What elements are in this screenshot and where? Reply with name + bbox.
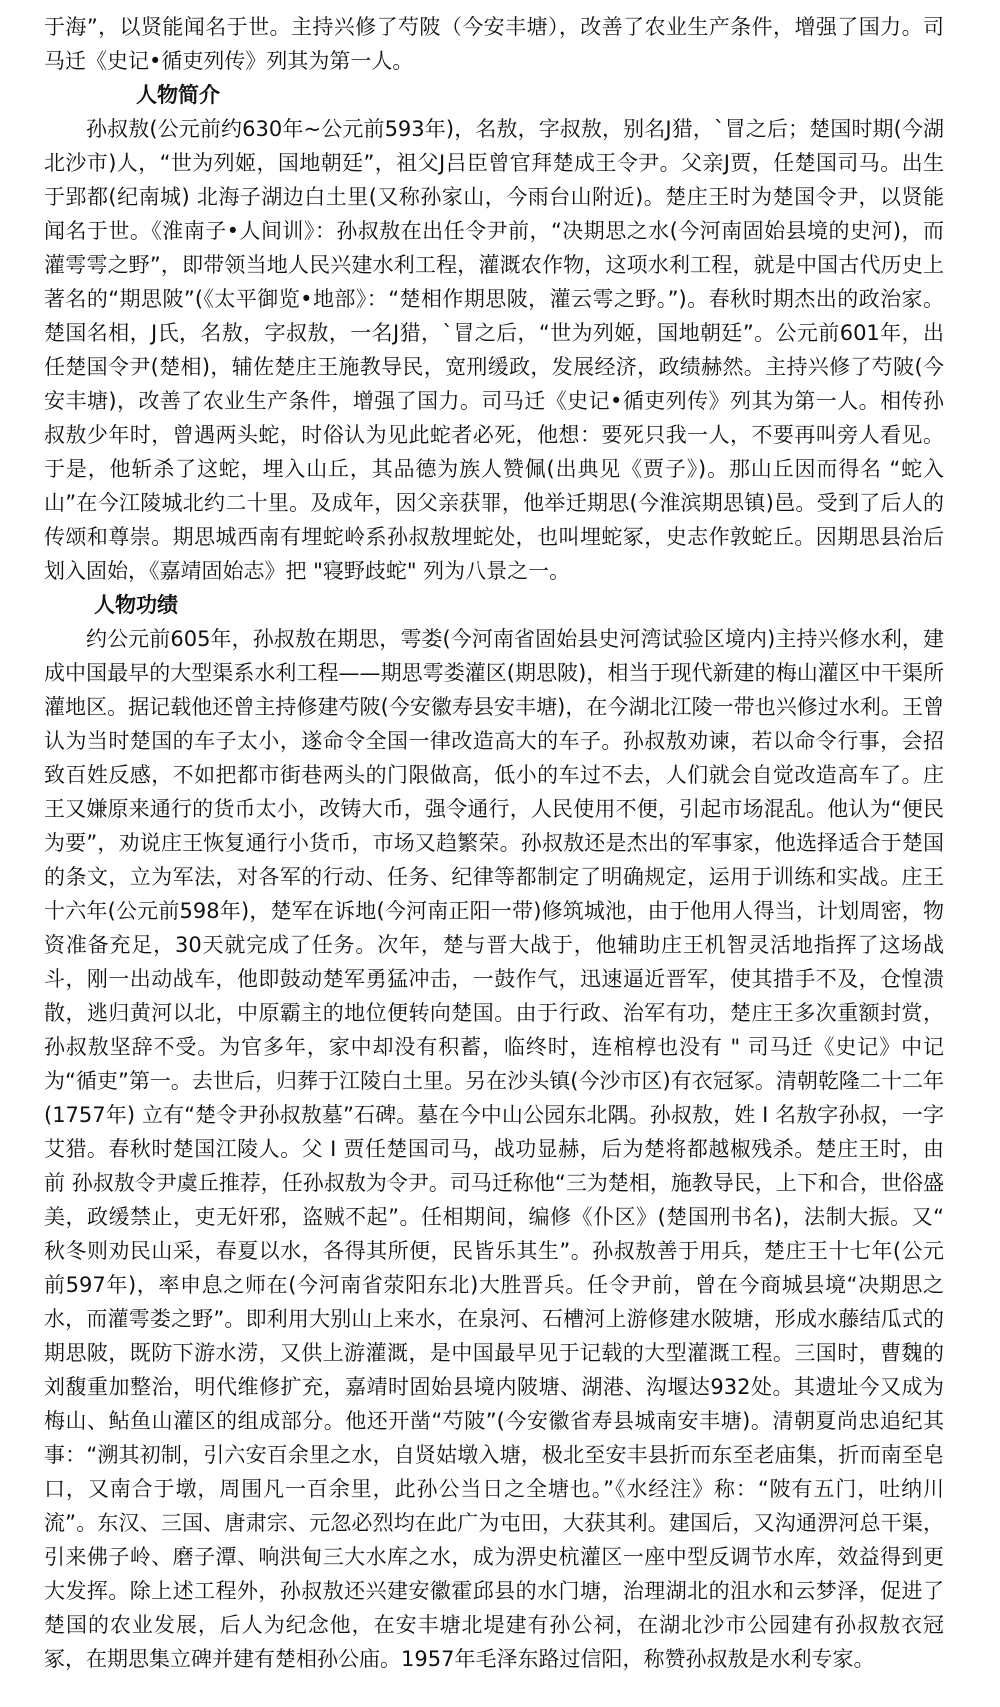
opening-paragraph: 于海”，以贤能闻名于世。主持兴修了芍陂（今安丰塘），改善了农业生产条件，增强了国力。司马迁《史记•循吏列传》列其为第一人。 (44, 15, 944, 73)
achievements-paragraph: 约公元前605年，孙叔敖在期思，雩娄(今河南省固始县史河湾试验区境内)主持兴修水利，建成中国最早的大型渠系水利工程——期思雩娄灌区(期思陂)，相当于现代新建的梅山灌区中干渠所灌地区。据记载他还曾主持修建芍陂(今安徽寿县安丰塘)，在今湖北江陵一带也兴修过水利。王曾认为当时楚国的车子太小，遂命令全国一律改造高大的车子。孙叔敖劝谏，若以命令行事，会招致百姓反感，不如把都市街巷两头的门限做高，低小的车过不去，人们就会自觉改造高车了。庄王又嫌原来通行的货币太小，改铸大币，强令通行，人民使用不便，引起市场混乱。他认为“便民为要”，劝说庄王恢复通行小货币，市场又趋繁荣。孙叔敖还是杰出的军事家，他选择适合于楚国的条文，立为军法，对各军的行动、任务、纪律等都制定了明确规定，运用于训练和实战。庄王十六年(公元前598年)，楚军在诉地(今河南正阳一带)修筑城池，由于他用人得当，计划周密，物资准备充足，30天就完成了任务。次年，楚与晋大战于，他辅助庄王机智灵活地指挥了这场战斗，刚一出动战车，他即鼓动楚军勇猛冲击，一鼓作气，迅速逼近晋军，使其措手不及，仓惶溃散，逃归黄河以北，中原霸主的地位便转向楚国。由于行政、治军有功，楚庄王多次重额封赏，孙叔敖坚辞不受。为官多年，家中却没有积蓄，临终时，连棺椁也没有 " 司马迁《史记》中记为“循吏”第一。去世后，归葬于江陵白土里。另在沙头镇(今沙市区)有衣冠冢。清朝乾隆二十二年(1757年) 立有“楚令尹孙叔敖墓”石碑。墓在今中山公园东北隅。孙叔敖，姓 I 名敖字孙叔，一字艾猎。春秋时楚国江陵人。父 I 贾任楚国司马，战功显赫，后为楚将都越椒残杀。楚庄王时，由前 孙叔敖令尹虞丘推荐，任孙叔敖为令尹。司马迁称他“三为楚相，施教导民，上下和合，世俗盛美，政缓禁止，吏无奸邪，盗贼不起”。任相期间，编修《仆区》(楚国刑书名)，法制大振。又“ 秋冬则劝民山采，春夏以水，各得其所便，民皆乐其生”。孙叔敖善于用兵，楚庄王十七年(公元前597年)，率申息之师在(今河南省荥阳东北)大胜晋兵。任令尹前，曾在今商城县境“决期思之水，而灌雩娄之野”。即利用大别山上来水，在泉河、石槽河上游修建水陂塘，形成水藤结瓜式的期思陂，既防下游水涝，又供上游灌溉，是中国最早见于记载的大型灌溉工程。三国时，曹魏的刘馥重加整治，明代维修扩充，嘉靖时固始县境内陂塘、湖港、沟堰达932处。其遗址今又成为梅山、鲇鱼山灌区的组成部分。他还开凿“芍陂”(今安徽省寿县城南安丰塘)。清朝夏尚忠追纪其事：“溯其初制，引六安百余里之水，自贤姑墩入塘，极北至安丰县折而东至老庙集，折而南至皂口，又南合于墩，周围凡一百余里，此孙公当日之全塘也。”《水经注》称：“陂有五门，吐纳川流”。东汉、三国、唐肃宗、元忽必烈均在此广为屯田，大获其利。建国后，又沟通淠河总干渠，引来佛子岭、磨子潭、响洪甸三大水库之水，成为淠史杭灌区一座中型反调节水库，效益得到更大发挥。除上述工程外，孙叔敖还兴建安徽霍邱县的水门塘，治理湖北的沮水和云梦泽，促进了楚国的农业发展，后人为纪念他，在安丰塘北堤建有孙公祠，在湖北沙市公园建有孙叔敖衣冠冢，在期思集立碑并建有楚相孙公庙。1957年毛泽东路过信阳，称赞孙叔敖是水利专家。 (44, 627, 944, 1671)
section-heading-achievements: 人物功绩 (94, 593, 178, 617)
profile-paragraph: 孙叔敖(公元前约630年~公元前593年)，名敖，字叔敖，别名J猎，`冒之后；楚国时期(今湖北沙市)人，“世为列姬，国地朝廷”，祖父J吕臣曾官拜楚成王令尹。父亲J贾，任楚国司马。出生于郢都(纪南城) 北海子湖边白土里(又称孙家山，今雨台山附近)。楚庄王时为楚国令尹，以贤能闻名于世。《淮南子•人间训》：孙叔敖在出任令尹前，“决期思之水(今河南固始县境的史河)，而灌雩雩之野”，即带领当地人民兴建水利工程，灌溉农作物，这项水利工程，就是中国古代历史上著名的“期思陂”(《太平御览•地部》：“楚相作期思陂，灌云雩之野。”)。春秋时期杰出的政治家。楚国名相，J氏，名敖，字叔敖，一名J猎，`冒之后，“世为列姬，国地朝廷”。公元前601年，出任楚国令尹(楚相)，辅佐楚庄王施教导民，宽刑缓政，发展经济，政绩赫然。主持兴修了芍陂(今安丰塘)，改善了农业生产条件，增强了国力。司马迁《史记•循吏列传》列其为第一人。相传孙叔敖少年时，曾遇两头蛇，时俗认为见此蛇者必死，他想：要死只我一人，不要再叫旁人看见。于是，他斩杀了这蛇，埋入山丘，其品德为族人赞佩(出典见《贾子》)。那山丘因而得名 “蛇入山”在今江陵城北约二十里。及成年，因父亲获罪，他举迁期思(今淮滨期思镇)邑。受到了后人的传颂和尊崇。期思城西南有埋蛇岭系孙叔敖埋蛇处，也叫埋蛇冢，史志作敦蛇丘。因期思县治后划入固始，《嘉靖固始志》把 "寝野歧蛇" 列为八景之一。 (44, 117, 944, 583)
section-heading-profile: 人物简介 (136, 83, 220, 107)
